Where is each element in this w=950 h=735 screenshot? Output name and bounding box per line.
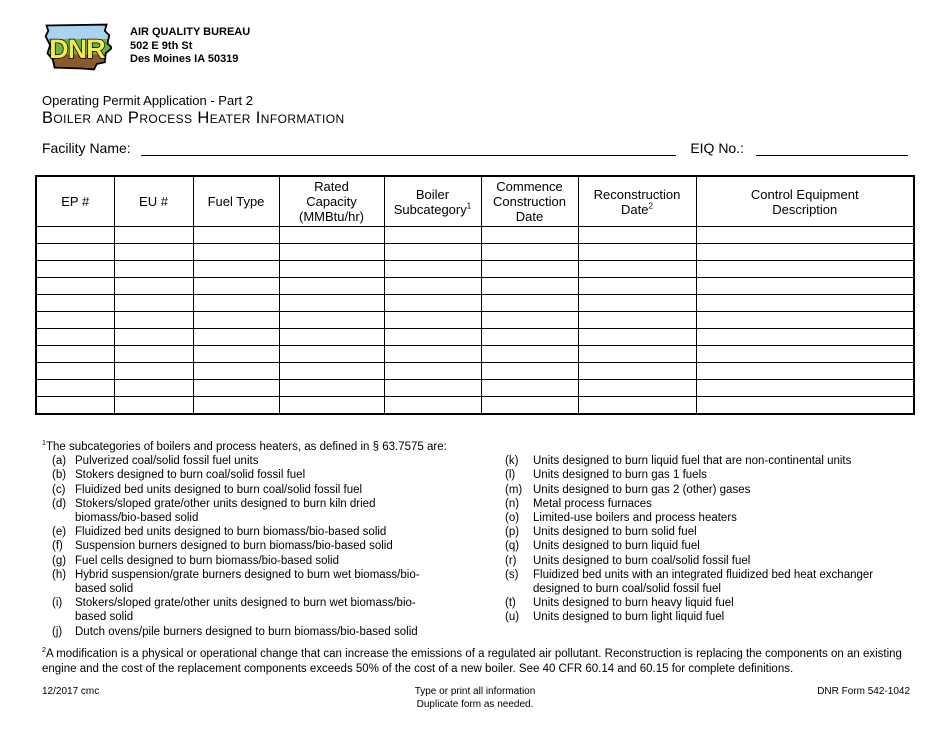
subcategory-item-id: (m) (505, 483, 523, 496)
logo-acronym: DNR (49, 33, 105, 64)
subcategory-item-id: (p) (505, 526, 520, 539)
subcategory-item (505, 568, 910, 596)
subcategory-item (42, 568, 434, 596)
subcategory-item-id: (t) (505, 597, 516, 610)
table-cell-empty[interactable] (384, 312, 481, 329)
table-cell-empty[interactable] (114, 261, 193, 278)
subcategory-item-id: (a) (52, 455, 67, 468)
table-cell-empty[interactable] (279, 329, 384, 346)
footer-instruction-line2: Duplicate form as needed. (416, 698, 534, 710)
table-cell-empty[interactable] (36, 329, 114, 346)
table-row (36, 329, 914, 346)
table-cell-empty[interactable] (36, 312, 114, 329)
agency-address (130, 26, 250, 67)
subcategory-item-id: (g) (52, 554, 67, 567)
table-cell-empty[interactable] (114, 346, 193, 363)
subcategory-item-text: Dutch ovens/pile burners designed to burn biomass/bio-based solid (75, 625, 418, 638)
table-cell-empty[interactable] (481, 261, 578, 278)
table-cell-empty[interactable] (114, 329, 193, 346)
subcategory-item (505, 468, 910, 482)
eiq-no-label: EIQ No.: (690, 140, 744, 156)
table-cell-empty[interactable] (36, 363, 114, 380)
table-cell-empty[interactable] (578, 278, 696, 295)
table-row (36, 312, 914, 329)
table-cell-empty[interactable] (114, 363, 193, 380)
subcategory-item (505, 610, 910, 624)
subcategory-item (42, 497, 434, 525)
subcategory-item-id: (h) (52, 568, 67, 581)
col-header-reconstruction-date: Reconstruction Date$^2$ (578, 176, 696, 227)
table-cell-empty[interactable] (578, 312, 696, 329)
table-cell-empty[interactable] (36, 227, 114, 244)
table-cell-empty[interactable] (114, 227, 193, 244)
table-cell-empty[interactable] (578, 227, 696, 244)
table-cell-empty[interactable] (384, 278, 481, 295)
subcategory-item-text: Stokers/sloped grate/other units designed to burn wet biomass/bio-based solid (75, 597, 416, 624)
subcategory-item (42, 625, 434, 639)
facility-name-label: Facility Name: (42, 140, 131, 156)
table-cell-empty[interactable] (114, 278, 193, 295)
table-row (36, 397, 914, 414)
subcategory-item (505, 539, 910, 553)
eiq-no-field[interactable] (756, 139, 908, 156)
table-cell-empty[interactable] (578, 363, 696, 380)
subcategory-item (505, 554, 910, 568)
table-cell-empty[interactable] (279, 278, 384, 295)
table-row (36, 363, 914, 380)
table-row (36, 244, 914, 261)
table-cell-empty[interactable] (279, 261, 384, 278)
table-cell-empty[interactable] (193, 261, 279, 278)
table-cell-empty[interactable] (384, 397, 481, 414)
subcategory-item (505, 511, 910, 525)
table-cell-empty[interactable] (279, 397, 384, 414)
subcategory-item-text: Units designed to burn liquid fuel that are non-continental units (533, 455, 852, 468)
subcategory-item-text: Stokers designed to burn coal/solid fossil fuel (75, 469, 306, 482)
table-cell-empty[interactable] (578, 329, 696, 346)
table-cell-empty[interactable] (114, 397, 193, 414)
table-cell-empty[interactable] (696, 363, 914, 380)
subcategory-item (505, 483, 910, 497)
subcategory-item-text: Metal process furnaces (533, 497, 652, 510)
table-cell-empty[interactable] (578, 244, 696, 261)
subcategory-item-text: Units designed to burn heavy liquid fuel (533, 597, 734, 610)
subcategory-item (505, 497, 910, 511)
table-row (36, 227, 914, 244)
table-cell-empty[interactable] (279, 244, 384, 261)
table-cell-empty[interactable] (279, 380, 384, 397)
table-row (36, 261, 914, 278)
subcategory-list-left (42, 454, 434, 639)
table-row (36, 380, 914, 397)
subcategory-item-text: Suspension burners designed to burn biomass/bio-based solid (75, 540, 393, 553)
footer-instruction-line1: Type or print all information (414, 686, 536, 697)
table-cell-empty[interactable] (36, 278, 114, 295)
table-cell-empty[interactable] (114, 380, 193, 397)
table-cell-empty[interactable] (578, 346, 696, 363)
table-cell-empty[interactable] (384, 329, 481, 346)
table-cell-empty[interactable] (696, 227, 914, 244)
table-cell-empty[interactable] (193, 244, 279, 261)
table-cell-empty[interactable] (193, 295, 279, 312)
table-cell-empty[interactable] (696, 295, 914, 312)
subcategory-item-id: (s) (505, 568, 519, 581)
subcategory-item-id: (u) (505, 611, 520, 624)
col-header-commence-construction: Commence Construction Date (481, 176, 578, 227)
col-header-rated-capacity: Rated Capacity (MMBtu/hr) (279, 176, 384, 227)
table-cell-empty[interactable] (696, 244, 914, 261)
table-cell-empty[interactable] (384, 295, 481, 312)
subcategory-item-id: (q) (505, 540, 520, 553)
subcategory-item (42, 554, 434, 568)
table-cell-empty[interactable] (36, 295, 114, 312)
table-cell-empty[interactable] (696, 397, 914, 414)
table-cell-empty[interactable] (193, 312, 279, 329)
table-header-row (36, 176, 914, 227)
table-cell-empty[interactable] (481, 329, 578, 346)
table-cell-empty[interactable] (481, 346, 578, 363)
subcategory-item-id: (b) (52, 469, 67, 482)
table-cell-empty[interactable] (36, 261, 114, 278)
subcategory-item-text: Limited-use boilers and process heaters (533, 512, 737, 525)
subcategory-item (505, 525, 910, 539)
subcategory-item-id: (r) (505, 554, 517, 567)
subcategory-item (505, 454, 910, 468)
subcategory-item-id: (c) (52, 483, 66, 496)
footnote1-intro: $^1$The subcategories of boilers and process heaters, as defined in § 63.7575 are: (42, 439, 447, 453)
table-cell-empty[interactable] (696, 329, 914, 346)
table-cell-empty[interactable] (279, 227, 384, 244)
subcategory-item-id: (d) (52, 497, 67, 510)
agency-city: Des Moines IA 50319 (130, 53, 239, 65)
form-title: Boiler and Process Heater Information (42, 109, 345, 127)
subcategory-item-id: (j) (52, 625, 63, 638)
col-header-fuel-type: Fuel Type (193, 176, 279, 227)
subcategory-item (505, 596, 910, 610)
table-cell-empty[interactable] (384, 244, 481, 261)
col-header-eu: EU # (114, 176, 193, 227)
table-cell-empty[interactable] (193, 397, 279, 414)
dnr-logo (42, 21, 112, 78)
subcategory-item-id: (l) (505, 469, 516, 482)
table-cell-empty[interactable] (36, 244, 114, 261)
table-cell-empty[interactable] (193, 278, 279, 295)
table-cell-empty[interactable] (481, 227, 578, 244)
subcategory-item-text: Fluidized bed units with an integrated fluidized bed heat exchanger designed to burn coal/solid fossil fuel (533, 568, 874, 596)
subcategory-list-right (505, 454, 910, 639)
col-header-ep: EP # (36, 176, 114, 227)
table-cell-empty[interactable] (114, 244, 193, 261)
table-cell-empty[interactable] (578, 261, 696, 278)
subcategory-item-text: Units designed to burn solid fuel (533, 526, 697, 539)
table-cell-empty[interactable] (193, 363, 279, 380)
table-cell-empty[interactable] (193, 227, 279, 244)
table-cell-empty[interactable] (114, 312, 193, 329)
table-cell-empty[interactable] (36, 380, 114, 397)
subcategory-item-text: Units designed to burn gas 2 (other) gases (533, 483, 751, 496)
table-cell-empty[interactable] (36, 346, 114, 363)
table-cell-empty[interactable] (578, 397, 696, 414)
footer-form-number: DNR Form 542-1042 (817, 686, 910, 697)
table-cell-empty[interactable] (696, 261, 914, 278)
subcategory-item-id: (o) (505, 512, 520, 525)
table-cell-empty[interactable] (481, 397, 578, 414)
subcategory-item (42, 525, 434, 539)
table-cell-empty[interactable] (279, 346, 384, 363)
subcategory-item (42, 483, 434, 497)
table-cell-empty[interactable] (578, 295, 696, 312)
agency-street: 502 E 9th St (130, 39, 193, 52)
facility-field-row (42, 139, 908, 156)
subcategory-item-id: (i) (52, 597, 63, 610)
subcategory-item-text: Fuel cells designed to burn biomass/bio-based solid (75, 554, 340, 567)
boiler-table (35, 175, 915, 415)
table-cell-empty[interactable] (481, 295, 578, 312)
agency-name: AIR QUALITY BUREAU (130, 26, 251, 38)
table-cell-empty[interactable] (193, 380, 279, 397)
subcategory-item (42, 539, 434, 553)
subcategory-item-text: Units designed to burn gas 1 fuels (533, 469, 707, 482)
table-cell-empty[interactable] (696, 380, 914, 397)
table-row (36, 295, 914, 312)
table-cell-empty[interactable] (578, 380, 696, 397)
title-block (42, 93, 345, 128)
subcategory-item (42, 454, 434, 468)
facility-name-field[interactable] (141, 139, 677, 156)
subcategory-item-id: (f) (52, 540, 63, 553)
table-cell-empty[interactable] (36, 397, 114, 414)
subcategory-item-id: (n) (505, 497, 520, 510)
table-cell-empty[interactable] (481, 244, 578, 261)
footnote-modification: $^2$A modification is a physical or operational change that can increase the emissions of a regulated air pollutant. Reconstruction is replacing the components on an existing engine and the cost of the replacement components exceeds 50% of the cost of a new boiler. See 40 CFR 60.14 and 60.15 for complete definitions. (42, 646, 902, 675)
subcategory-item-text: Units designed to burn light liquid fuel (533, 611, 725, 624)
table-cell-empty[interactable] (114, 295, 193, 312)
table-cell-empty[interactable] (696, 278, 914, 295)
table-row (36, 346, 914, 363)
col-header-control-equipment: Control Equipment Description (696, 176, 914, 227)
subcategory-item-text: Stokers/sloped grate/other units designed to burn kiln dried biomass/bio-based solid (75, 497, 376, 525)
subcategory-item-id: (k) (505, 455, 519, 468)
footer-revision: 12/2017 cmc (42, 686, 100, 697)
col-header-boiler-subcategory: Boiler Subcategory$^1$ (384, 176, 481, 227)
subcategory-item-text: Hybrid suspension/grate burners designed to burn wet biomass/bio-based solid (75, 568, 420, 596)
footnote-subcategories (42, 440, 910, 639)
subcategory-item (42, 468, 434, 482)
table-cell-empty[interactable] (384, 261, 481, 278)
subcategory-columns (42, 454, 910, 639)
table-cell-empty[interactable] (279, 295, 384, 312)
iowa-state-icon (42, 21, 112, 73)
subcategory-item-text: Units designed to burn coal/solid fossil fuel (533, 554, 751, 567)
subcategory-item-text: Fluidized bed units designed to burn coal/solid fossil fuel (75, 483, 363, 496)
table-cell-empty[interactable] (696, 312, 914, 329)
table-cell-empty[interactable] (193, 329, 279, 346)
subcategory-item-text: Fluidized bed units designed to burn biomass/bio-based solid (75, 526, 387, 539)
table-cell-empty[interactable] (481, 363, 578, 380)
table-cell-empty[interactable] (279, 363, 384, 380)
table-cell-empty[interactable] (193, 346, 279, 363)
table-cell-empty[interactable] (481, 278, 578, 295)
table-cell-empty[interactable] (384, 380, 481, 397)
table-cell-empty[interactable] (481, 380, 578, 397)
table-cell-empty[interactable] (279, 312, 384, 329)
form-subtitle: Operating Permit Application - Part 2 (42, 93, 253, 108)
subcategory-item (42, 596, 434, 624)
subcategory-item-text: Pulverized coal/solid fossil fuel units (75, 455, 259, 468)
footer-instructions (0, 686, 950, 711)
subcategory-item-id: (e) (52, 526, 67, 539)
table-cell-empty[interactable] (384, 363, 481, 380)
table-cell-empty[interactable] (696, 346, 914, 363)
table-cell-empty[interactable] (384, 227, 481, 244)
table-row (36, 278, 914, 295)
table-cell-empty[interactable] (481, 312, 578, 329)
subcategory-item-text: Units designed to burn liquid fuel (533, 540, 700, 553)
table-cell-empty[interactable] (384, 346, 481, 363)
